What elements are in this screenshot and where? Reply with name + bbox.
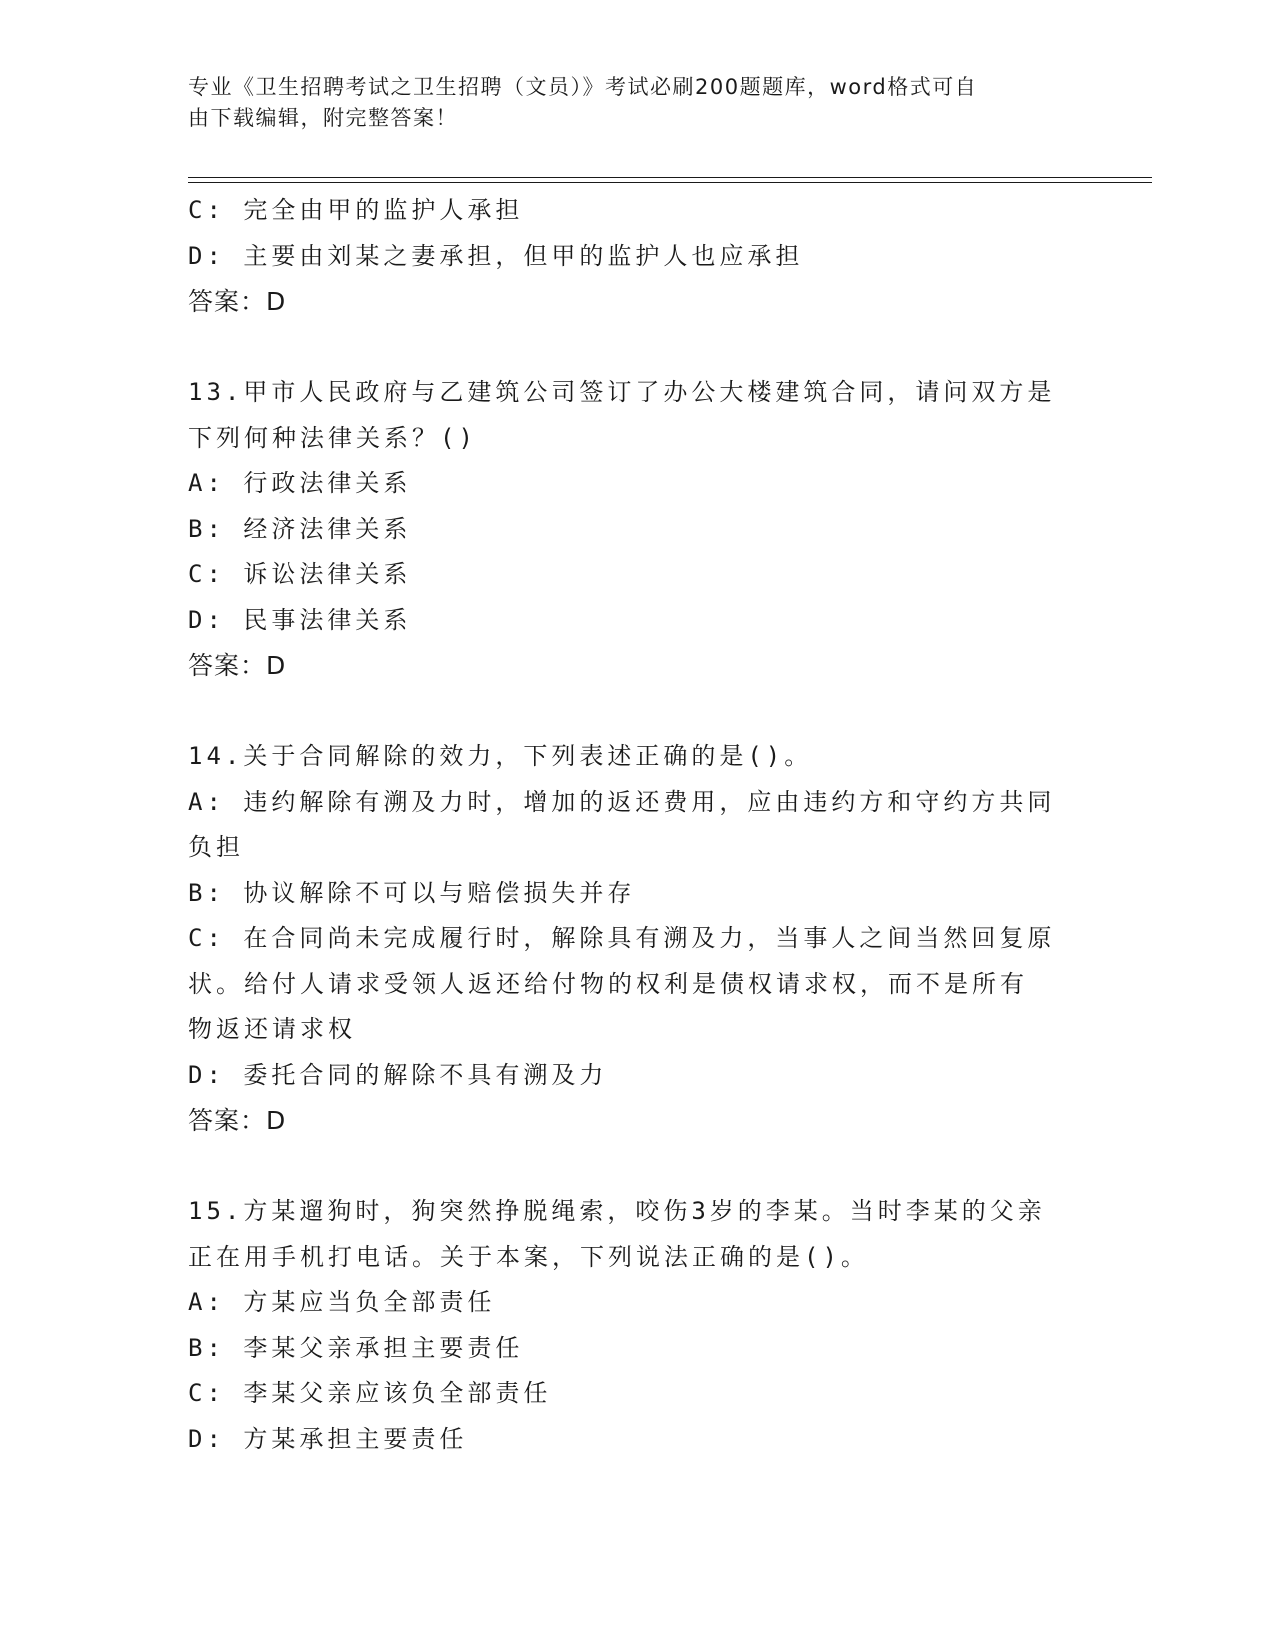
question-spacer bbox=[188, 1144, 1068, 1190]
document-header bbox=[188, 72, 1068, 134]
question-14 bbox=[188, 734, 1068, 1144]
option-d: D: 主要由刘某之妻承担，但甲的监护人也应承担 bbox=[188, 241, 804, 270]
option-d: D: 方某承担主要责任 bbox=[188, 1424, 468, 1453]
option-c-line-1: C: 在合同尚未完成履行时，解除具有溯及力，当事人之间当然回复原 bbox=[188, 924, 1056, 952]
question-12-tail bbox=[188, 188, 1068, 325]
option-b: B: 李某父亲承担主要责任 bbox=[188, 1333, 524, 1362]
option-c: C: 李某父亲应该负全部责任 bbox=[188, 1379, 552, 1407]
option-b: B: 经济法律关系 bbox=[188, 514, 412, 543]
option-c-line-3: 物返还请求权 bbox=[188, 1015, 356, 1043]
option-d: D: 民事法律关系 bbox=[188, 605, 412, 634]
question-spacer bbox=[188, 689, 1068, 735]
question-list bbox=[188, 188, 1068, 1462]
answer-line: 答案：D bbox=[188, 287, 287, 316]
question-stem-line-1: 13.甲市人民政府与乙建筑公司签订了办公大楼建筑合同，请问双方是 bbox=[188, 378, 1056, 406]
question-13 bbox=[188, 370, 1068, 689]
header-line-2: 由下载编辑，附完整答案！ bbox=[188, 106, 458, 130]
question-stem-line-2: 正在用手机打电话。关于本案，下列说法正确的是()。 bbox=[188, 1242, 869, 1271]
question-stem-line-2: 下列何种法律关系？() bbox=[188, 423, 477, 452]
option-b: B: 协议解除不可以与赔偿损失并存 bbox=[188, 878, 636, 907]
header-divider-bottom bbox=[188, 182, 1152, 183]
option-a-line-2: 负担 bbox=[188, 833, 244, 861]
header-divider-top bbox=[188, 177, 1152, 178]
option-c-line-2: 状。给付人请求受领人返还给付物的权利是债权请求权，而不是所有 bbox=[188, 969, 1028, 998]
option-c: C: 完全由甲的监护人承担 bbox=[188, 196, 524, 224]
option-a: A: 行政法律关系 bbox=[188, 469, 412, 497]
option-a-line-1: A: 违约解除有溯及力时，增加的返还费用，应由违约方和守约方共同 bbox=[188, 787, 1056, 816]
option-a: A: 方某应当负全部责任 bbox=[188, 1288, 496, 1316]
answer-line: 答案：D bbox=[188, 651, 287, 680]
question-15 bbox=[188, 1189, 1068, 1462]
question-stem-line-1: 15.方某遛狗时，狗突然挣脱绳索，咬伤3岁的李某。当时李某的父亲 bbox=[188, 1197, 1046, 1225]
question-stem: 14.关于合同解除的效力，下列表述正确的是()。 bbox=[188, 742, 813, 770]
answer-line: 答案：D bbox=[188, 1106, 287, 1135]
question-spacer bbox=[188, 325, 1068, 371]
header-line-1: 专业《卫生招聘考试之卫生招聘（文员）》考试必刷200题题库，word格式可自 bbox=[188, 75, 978, 99]
option-c: C: 诉讼法律关系 bbox=[188, 560, 412, 588]
option-d: D: 委托合同的解除不具有溯及力 bbox=[188, 1060, 608, 1089]
